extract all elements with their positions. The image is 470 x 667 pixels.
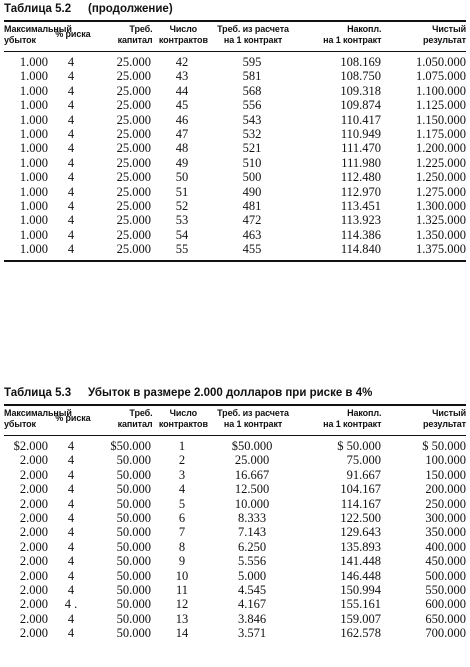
cell-max-loss: 1.000 <box>19 55 48 69</box>
table-row <box>4 98 466 112</box>
cell-max-loss: 1.000 <box>19 227 48 242</box>
cell-required-per-contract: 568 <box>242 83 262 98</box>
cell-contracts-count: 4 <box>178 482 186 497</box>
header-required-capital <box>96 408 153 435</box>
table-row <box>4 55 466 69</box>
header-line: на 1 контракт <box>223 35 283 45</box>
header-line: Максимальный <box>4 408 72 418</box>
cell-risk-percent: 4 <box>67 453 75 468</box>
cell-risk-percent: 4 . <box>64 597 78 612</box>
cell-required-capital: 25.000 <box>116 198 151 213</box>
header-line: на 1 контракт <box>323 419 382 429</box>
table-row <box>4 127 466 141</box>
cell-risk-percent: 4 <box>67 213 75 228</box>
cell-max-loss: 1.000 <box>19 69 48 84</box>
cell-accumulated-per-contract: 129.643 <box>340 525 381 540</box>
cell-net-result: 200.000 <box>425 482 466 497</box>
cell-required-capital: 25.000 <box>116 83 151 98</box>
header-required-capital <box>96 24 153 51</box>
cell-contracts-count: 46 <box>175 112 189 127</box>
cell-accumulated-per-contract: 111.980 <box>341 155 381 170</box>
cell-required-per-contract: 481 <box>242 198 262 213</box>
header-line: убыток <box>4 35 36 45</box>
cell-risk-percent: 4 <box>67 582 75 597</box>
header-contracts-count <box>153 24 215 51</box>
cell-risk-percent: 4 <box>67 439 75 453</box>
cell-required-capital: 25.000 <box>116 227 151 242</box>
header-net-result <box>381 24 466 51</box>
cell-risk-percent: 4 <box>67 510 75 525</box>
cell-accumulated-per-contract: 109.874 <box>340 98 381 113</box>
table-row <box>4 185 466 199</box>
table-row <box>4 228 466 242</box>
cell-accumulated-per-contract: 114.840 <box>340 242 381 257</box>
cell-max-loss: 2.000 <box>19 582 48 597</box>
table-number: Таблица 5.3 <box>4 387 72 399</box>
cell-net-result: 1.050.000 <box>416 55 466 69</box>
cell-required-per-contract: 3.571 <box>237 626 267 641</box>
header-line: Накопл. <box>347 408 382 418</box>
cell-contracts-count: 6 <box>178 510 186 525</box>
cell-contracts-count: 45 <box>175 98 189 113</box>
cell-net-result: 600.000 <box>425 597 466 612</box>
cell-net-result: 1.100.000 <box>416 83 466 98</box>
cell-contracts-count: 9 <box>178 554 186 569</box>
cell-risk-percent: 4 <box>67 55 75 69</box>
cell-contracts-count: 52 <box>175 198 189 213</box>
cell-required-per-contract: 543 <box>242 112 262 127</box>
header-line: Число <box>169 408 198 418</box>
cell-contracts-count: 1 <box>178 439 186 453</box>
cell-accumulated-per-contract: 112.480 <box>340 170 381 185</box>
cell-net-result: 100.000 <box>425 453 466 468</box>
table-row <box>4 439 466 453</box>
cell-max-loss: 2.000 <box>19 453 48 468</box>
header-contracts-count <box>153 408 215 435</box>
cell-risk-percent: 4 <box>67 242 75 257</box>
cell-max-loss: 2.000 <box>19 539 48 554</box>
cell-required-per-contract: 25.000 <box>234 453 270 468</box>
cell-required-capital: 25.000 <box>116 170 151 185</box>
table-title: Убыток в размере 2.000 долларов при риске в 4% <box>88 387 373 399</box>
cell-contracts-count: 11 <box>175 582 189 597</box>
cell-required-capital: 50.000 <box>116 453 151 468</box>
cell-max-loss: 2.000 <box>19 554 48 569</box>
cell-risk-percent: 4 <box>67 525 75 540</box>
cell-net-result: 400.000 <box>425 539 466 554</box>
cell-risk-percent: 4 <box>67 227 75 242</box>
cell-accumulated-per-contract: 155.161 <box>340 597 381 612</box>
header-line: Треб. <box>129 24 153 34</box>
table-row <box>4 156 466 170</box>
table-row <box>4 69 466 83</box>
cell-accumulated-per-contract: 104.167 <box>340 482 381 497</box>
table-header <box>4 406 466 435</box>
cell-net-result: 1.225.000 <box>416 155 466 170</box>
cell-required-per-contract: 4.545 <box>237 582 267 597</box>
cell-max-loss: 1.000 <box>19 83 48 98</box>
cell-required-capital: $50.000 <box>110 439 151 453</box>
cell-net-result: 1.375.000 <box>416 242 466 257</box>
cell-net-result: 450.000 <box>425 554 466 569</box>
cell-max-loss: 2.000 <box>19 626 48 641</box>
cell-contracts-count: 3 <box>178 467 186 482</box>
cell-required-capital: 50.000 <box>116 568 151 583</box>
cell-max-loss: 2.000 <box>19 510 48 525</box>
cell-required-capital: 25.000 <box>116 126 151 141</box>
table-row <box>4 554 466 568</box>
cell-required-per-contract: 6.250 <box>237 539 267 554</box>
table-body <box>4 436 466 644</box>
cell-required-capital: 25.000 <box>116 184 151 199</box>
cell-risk-percent: 4 <box>67 69 75 84</box>
cell-risk-percent: 4 <box>67 539 75 554</box>
cell-required-per-contract: 8.333 <box>237 510 267 525</box>
table-row <box>4 468 466 482</box>
table-row <box>4 482 466 496</box>
cell-accumulated-per-contract: 150.994 <box>340 582 381 597</box>
cell-required-capital: 50.000 <box>116 597 151 612</box>
cell-required-per-contract: 3.846 <box>237 611 267 626</box>
cell-net-result: 300.000 <box>425 510 466 525</box>
cell-required-per-contract: 472 <box>242 213 262 228</box>
cell-accumulated-per-contract: 110.417 <box>340 112 381 127</box>
header-risk-percent <box>50 24 96 51</box>
cell-max-loss: 1.000 <box>19 170 48 185</box>
header-risk-percent <box>50 408 96 435</box>
cell-accumulated-per-contract: 110.949 <box>340 126 381 141</box>
cell-required-per-contract: 10.000 <box>234 496 270 511</box>
cell-net-result: 350.000 <box>425 525 466 540</box>
table-row <box>4 141 466 155</box>
header-line: контрактов <box>158 419 208 429</box>
cell-max-loss: 1.000 <box>19 184 48 199</box>
cell-accumulated-per-contract: 91.667 <box>346 467 381 482</box>
cell-accumulated-per-contract: 75.000 <box>346 453 381 468</box>
cell-max-loss: 1.000 <box>19 213 48 228</box>
cell-max-loss: 2.000 <box>19 525 48 540</box>
cell-accumulated-per-contract: 113.451 <box>340 198 381 213</box>
cell-risk-percent: 4 <box>67 126 75 141</box>
header-required-per-contract <box>214 408 292 435</box>
cell-risk-percent: 4 <box>67 184 75 199</box>
cell-net-result: 1.275.000 <box>416 184 466 199</box>
cell-max-loss: 1.000 <box>19 242 48 257</box>
cell-contracts-count: 7 <box>178 525 186 540</box>
cell-accumulated-per-contract: 108.169 <box>340 55 381 69</box>
cell-required-capital: 25.000 <box>116 141 151 156</box>
header-line: контрактов <box>158 35 208 45</box>
cell-required-capital: 50.000 <box>116 626 151 641</box>
cell-net-result: 250.000 <box>425 496 466 511</box>
cell-max-loss: 1.000 <box>19 98 48 113</box>
table-row <box>4 511 466 525</box>
cell-required-per-contract: 532 <box>242 126 262 141</box>
header-line: убыток <box>4 419 36 429</box>
cell-contracts-count: 8 <box>178 539 186 554</box>
cell-max-loss: 1.000 <box>19 112 48 127</box>
cell-net-result: 1.300.000 <box>416 198 466 213</box>
cell-contracts-count: 51 <box>175 184 189 199</box>
cell-accumulated-per-contract: 109.318 <box>340 83 381 98</box>
table-row <box>4 242 466 256</box>
cell-required-capital: 25.000 <box>116 69 151 84</box>
header-line: капитал <box>117 419 153 429</box>
cell-contracts-count: 2 <box>178 453 186 468</box>
cell-risk-percent: 4 <box>67 83 75 98</box>
cell-required-capital: 50.000 <box>116 467 151 482</box>
table-row <box>4 583 466 597</box>
cell-required-per-contract: 16.667 <box>234 467 270 482</box>
table-caption <box>4 386 466 402</box>
cell-required-per-contract: 581 <box>242 69 262 84</box>
cell-net-result: 1.250.000 <box>416 170 466 185</box>
header-line: капитал <box>117 35 153 45</box>
cell-contracts-count: 54 <box>175 227 189 242</box>
cell-max-loss: 2.000 <box>19 467 48 482</box>
cell-required-per-contract: 12.500 <box>234 482 270 497</box>
cell-required-capital: 50.000 <box>116 525 151 540</box>
cell-required-capital: 50.000 <box>116 611 151 626</box>
header-line: Чистый <box>432 24 466 34</box>
cell-required-per-contract: 5.000 <box>237 568 267 583</box>
cell-risk-percent: 4 <box>67 141 75 156</box>
header-line: Число <box>169 24 198 34</box>
cell-contracts-count: 14 <box>175 626 189 641</box>
cell-risk-percent: 4 <box>67 626 75 641</box>
cell-accumulated-per-contract: 112.970 <box>340 184 381 199</box>
header-line: результат <box>422 419 466 429</box>
table-5-2 <box>4 2 466 262</box>
cell-accumulated-per-contract: 162.578 <box>340 626 381 641</box>
table-body <box>4 52 466 260</box>
cell-risk-percent: 4 <box>67 198 75 213</box>
cell-contracts-count: 49 <box>175 155 189 170</box>
cell-contracts-count: 44 <box>175 83 189 98</box>
cell-accumulated-per-contract: 111.470 <box>341 141 381 156</box>
cell-max-loss: 2.000 <box>19 611 48 626</box>
cell-accumulated-per-contract: 135.893 <box>340 539 381 554</box>
cell-accumulated-per-contract: $ 50.000 <box>337 439 381 453</box>
cell-required-per-contract: 500 <box>242 170 262 185</box>
cell-contracts-count: 50 <box>175 170 189 185</box>
cell-required-per-contract: 5.556 <box>237 554 267 569</box>
table-row <box>4 569 466 583</box>
cell-required-capital: 50.000 <box>116 496 151 511</box>
cell-risk-percent: 4 <box>67 496 75 511</box>
table-row <box>4 170 466 184</box>
bottom-rule <box>4 260 466 262</box>
table-row <box>4 597 466 611</box>
cell-required-capital: 50.000 <box>116 582 151 597</box>
cell-max-loss: $2.000 <box>13 439 48 453</box>
cell-required-capital: 25.000 <box>116 155 151 170</box>
cell-required-capital: 25.000 <box>116 213 151 228</box>
cell-risk-percent: 4 <box>67 568 75 583</box>
header-line: Треб. из расчета <box>217 24 289 34</box>
cell-contracts-count: 42 <box>175 55 189 69</box>
cell-required-per-contract: $50.000 <box>231 439 273 453</box>
table-row <box>4 213 466 227</box>
header-accumulated-per-contract <box>292 24 382 51</box>
cell-accumulated-per-contract: 122.500 <box>340 510 381 525</box>
cell-contracts-count: 5 <box>178 496 186 511</box>
cell-risk-percent: 4 <box>67 155 75 170</box>
header-max-loss <box>4 24 72 51</box>
cell-required-per-contract: 510 <box>242 155 262 170</box>
cell-contracts-count: 13 <box>175 611 189 626</box>
cell-required-per-contract: 4.167 <box>237 597 267 612</box>
header-line: Треб. <box>129 408 153 418</box>
cell-net-result: 1.350.000 <box>416 227 466 242</box>
cell-required-per-contract: 455 <box>242 242 262 257</box>
cell-max-loss: 1.000 <box>19 198 48 213</box>
cell-max-loss: 1.000 <box>19 141 48 156</box>
cell-net-result: 500.000 <box>425 568 466 583</box>
header-line: % риска <box>55 29 91 39</box>
cell-net-result: 650.000 <box>425 611 466 626</box>
cell-accumulated-per-contract: 114.386 <box>340 227 381 242</box>
cell-contracts-count: 12 <box>175 597 189 612</box>
header-required-per-contract <box>214 24 292 51</box>
cell-net-result: $ 50.000 <box>422 439 466 453</box>
cell-risk-percent: 4 <box>67 98 75 113</box>
table-row <box>4 497 466 511</box>
cell-contracts-count: 55 <box>175 242 189 257</box>
cell-max-loss: 2.000 <box>19 482 48 497</box>
cell-net-result: 1.150.000 <box>416 112 466 127</box>
cell-contracts-count: 43 <box>175 69 189 84</box>
cell-max-loss: 2.000 <box>19 568 48 583</box>
table-caption <box>4 2 466 18</box>
cell-accumulated-per-contract: 114.167 <box>340 496 381 511</box>
cell-contracts-count: 48 <box>175 141 189 156</box>
table-row <box>4 453 466 467</box>
cell-net-result: 550.000 <box>425 582 466 597</box>
cell-risk-percent: 4 <box>67 112 75 127</box>
cell-net-result: 700.000 <box>425 626 466 641</box>
cell-net-result: 1.325.000 <box>416 213 466 228</box>
cell-risk-percent: 4 <box>67 467 75 482</box>
cell-required-capital: 25.000 <box>116 55 151 69</box>
cell-risk-percent: 4 <box>67 482 75 497</box>
cell-accumulated-per-contract: 159.007 <box>340 611 381 626</box>
table-row <box>4 84 466 98</box>
cell-accumulated-per-contract: 113.923 <box>340 213 381 228</box>
cell-contracts-count: 10 <box>175 568 189 583</box>
cell-required-per-contract: 521 <box>242 141 262 156</box>
header-accumulated-per-contract <box>292 408 382 435</box>
header-line: Чистый <box>432 408 466 418</box>
cell-net-result: 1.075.000 <box>416 69 466 84</box>
cell-required-capital: 25.000 <box>116 242 151 257</box>
table-5-3 <box>4 386 466 644</box>
cell-net-result: 150.000 <box>425 467 466 482</box>
cell-required-per-contract: 7.143 <box>237 525 267 540</box>
cell-required-per-contract: 556 <box>242 98 262 113</box>
table-row <box>4 199 466 213</box>
header-line: на 1 контракт <box>323 35 382 45</box>
header-line: Треб. из расчета <box>217 408 289 418</box>
cell-required-capital: 50.000 <box>116 539 151 554</box>
table-row <box>4 540 466 554</box>
cell-max-loss: 2.000 <box>19 597 48 612</box>
cell-accumulated-per-contract: 141.448 <box>340 554 381 569</box>
cell-required-capital: 25.000 <box>116 98 151 113</box>
table-row <box>4 626 466 640</box>
header-max-loss <box>4 408 72 435</box>
cell-required-capital: 50.000 <box>116 554 151 569</box>
table-row <box>4 113 466 127</box>
table-title: (продолжение) <box>88 3 173 15</box>
cell-risk-percent: 4 <box>67 170 75 185</box>
cell-max-loss: 2.000 <box>19 496 48 511</box>
cell-contracts-count: 53 <box>175 213 189 228</box>
table-row <box>4 612 466 626</box>
cell-contracts-count: 47 <box>175 126 189 141</box>
header-line: на 1 контракт <box>223 419 283 429</box>
table-number: Таблица 5.2 <box>4 3 72 15</box>
cell-accumulated-per-contract: 108.750 <box>340 69 381 84</box>
cell-required-per-contract: 490 <box>242 184 262 199</box>
header-line: % риска <box>55 413 91 423</box>
cell-required-capital: 50.000 <box>116 482 151 497</box>
cell-required-capital: 25.000 <box>116 112 151 127</box>
cell-max-loss: 1.000 <box>19 126 48 141</box>
header-line: результат <box>422 35 466 45</box>
cell-net-result: 1.125.000 <box>416 98 466 113</box>
header-line: Накопл. <box>347 24 382 34</box>
table-row <box>4 525 466 539</box>
cell-required-capital: 50.000 <box>116 510 151 525</box>
cell-accumulated-per-contract: 146.448 <box>340 568 381 583</box>
cell-required-per-contract: 463 <box>242 227 262 242</box>
table-header <box>4 22 466 51</box>
cell-net-result: 1.200.000 <box>416 141 466 156</box>
cell-risk-percent: 4 <box>67 554 75 569</box>
header-net-result <box>381 408 466 435</box>
cell-max-loss: 1.000 <box>19 155 48 170</box>
header-line: Максимальный <box>4 24 72 34</box>
cell-net-result: 1.175.000 <box>416 126 466 141</box>
cell-required-per-contract: 595 <box>242 55 262 69</box>
cell-risk-percent: 4 <box>67 611 75 626</box>
